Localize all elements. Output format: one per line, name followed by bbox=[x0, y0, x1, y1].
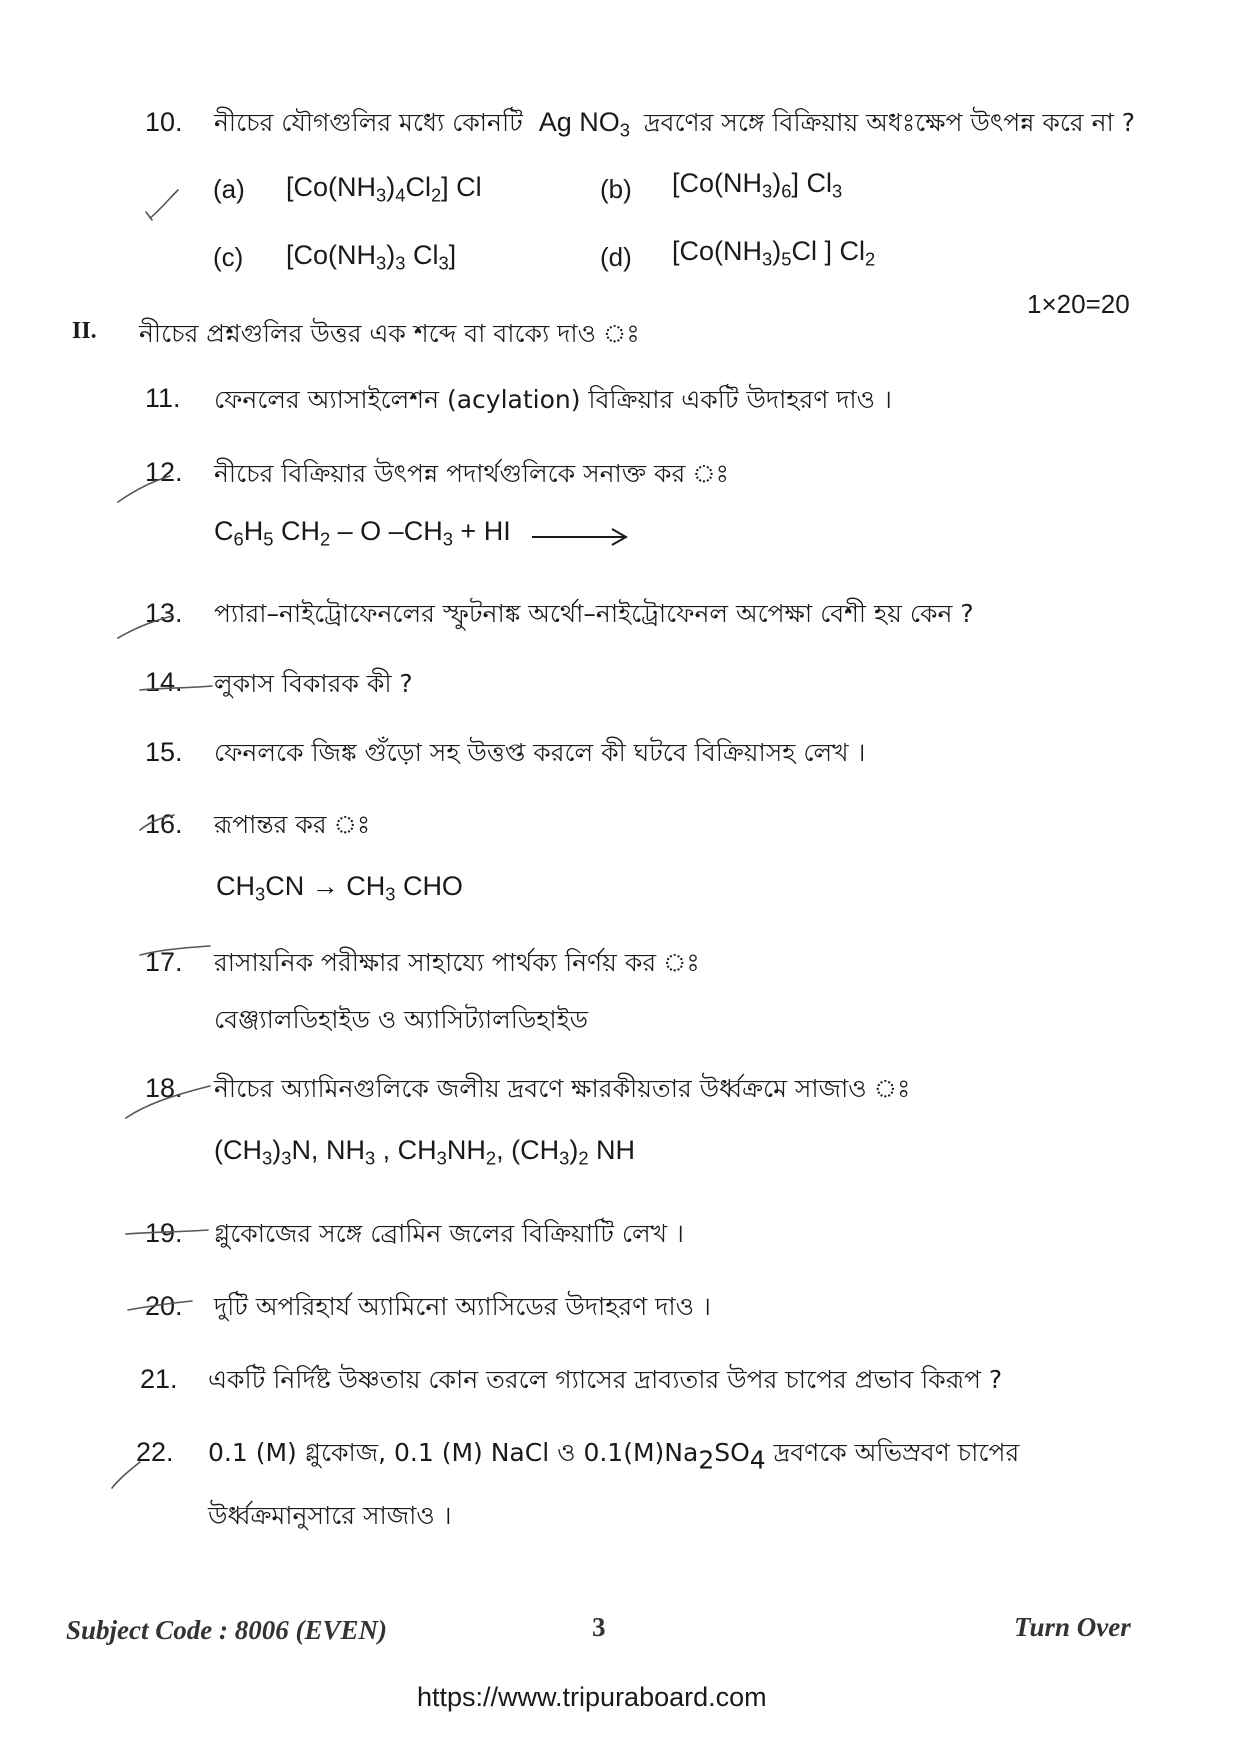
formula-sub: 2 bbox=[864, 248, 876, 270]
eq-sub: 3 bbox=[385, 883, 396, 905]
formula-sub: 5 bbox=[781, 248, 792, 270]
eq-part: N, NH bbox=[291, 1135, 365, 1165]
eq-part: + HI bbox=[452, 516, 511, 546]
source-url[interactable]: https://www.tripuraboard.com bbox=[417, 1682, 767, 1712]
formula-part: ) bbox=[772, 236, 782, 266]
eq-part: H bbox=[243, 516, 264, 546]
eq-sub: 3 bbox=[559, 1147, 570, 1169]
formula-part: Cl bbox=[405, 240, 439, 270]
formula-part: [Co(NH bbox=[672, 168, 763, 198]
pencil-tick-icon bbox=[140, 946, 210, 955]
question-number: 11. bbox=[145, 383, 181, 413]
eq-sub: 3 bbox=[262, 1147, 273, 1169]
eq-part: CH bbox=[273, 516, 320, 546]
eq-part: (CH bbox=[214, 1135, 262, 1165]
eq-part: ) bbox=[272, 1135, 282, 1165]
section-number: II. bbox=[72, 318, 97, 344]
question-text: লুকাস বিকারক কী ? bbox=[214, 669, 413, 698]
question-text: নীচের বিক্রিয়ার উৎপন্ন পদার্থগুলিকে সনাক্ত কর ঃ bbox=[214, 459, 729, 488]
eq-sub: 4 bbox=[749, 1445, 766, 1475]
eq-sub: 6 bbox=[233, 528, 244, 550]
question-number: 20. bbox=[145, 1291, 183, 1321]
formula-sub: 3 bbox=[395, 252, 406, 274]
eq-sub: 2 bbox=[485, 1147, 497, 1169]
eq-part: CH bbox=[216, 871, 255, 901]
option-label: (c) bbox=[213, 242, 244, 272]
formula-sub: 3 bbox=[438, 252, 449, 274]
question-number: 17. bbox=[145, 947, 183, 977]
formula-part: ) bbox=[386, 240, 396, 270]
eq-part: , CH bbox=[375, 1135, 437, 1165]
formula-part: Cl ] Cl bbox=[791, 236, 865, 266]
question-text: দুটি অপরিহার্য অ্যামিনো অ্যাসিডের উদাহরণ দাও । bbox=[214, 1292, 711, 1321]
question-text: নীচের যৌগগুলির মধ্যে কোনটি bbox=[214, 108, 523, 137]
turn-over-label: Turn Over bbox=[1014, 1612, 1131, 1642]
pencil-tick-icon bbox=[128, 1301, 192, 1310]
eq-sub: 3 bbox=[281, 1147, 292, 1169]
question-text: SO bbox=[714, 1438, 750, 1467]
question-number: 16. bbox=[145, 809, 183, 839]
question-number: 22. bbox=[136, 1437, 174, 1467]
eq-sub: 3 bbox=[436, 1147, 447, 1169]
pencil-tick-icon bbox=[126, 1086, 210, 1118]
eq-part: , (CH bbox=[496, 1135, 560, 1165]
question-number: 18. bbox=[145, 1073, 183, 1103]
section-marks: 1×20=20 bbox=[1027, 289, 1130, 319]
question-text: 0.1 (M) গ্লুকোজ, 0.1 (M) NaCl ও 0.1(M)Na bbox=[208, 1438, 699, 1467]
question-text: রূপান্তর কর ঃ bbox=[214, 810, 371, 839]
option-label: (a) bbox=[213, 174, 245, 204]
pencil-tick-icon bbox=[112, 1462, 140, 1488]
eq-sub: 5 bbox=[263, 528, 274, 550]
question-text: দ্রবণকে অভিস্রবণ চাপের bbox=[765, 1438, 1020, 1467]
eq-part: NH bbox=[446, 1135, 486, 1165]
question-text: নীচের অ্যামিনগুলিকে জলীয় দ্রবণে ক্ষারকীয়তার উর্ধ্বক্রমে সাজাও ঃ bbox=[214, 1074, 911, 1103]
reagent-subscript: 3 bbox=[619, 119, 630, 141]
formula-sub: 4 bbox=[395, 184, 406, 206]
formula-part: [Co(NH bbox=[286, 240, 377, 270]
subject-code: Subject Code : 8006 (EVEN) bbox=[66, 1615, 387, 1645]
formula-part: ) bbox=[772, 168, 782, 198]
question-text: একটি নির্দিষ্ট উষ্ণতায় কোন তরলে গ্যাসের দ্রাব্যতার উপর চাপের প্রভাব কিরূপ ? bbox=[208, 1365, 1003, 1394]
formula-sub: 3 bbox=[762, 248, 773, 270]
question-number: 19. bbox=[145, 1218, 183, 1248]
checkmark-icon bbox=[150, 190, 178, 218]
question-text-continued: দ্রবণের সঙ্গে বিক্রিয়ায় অধঃক্ষেপ উৎপন্ন করে না ? bbox=[643, 108, 1136, 137]
question-number: 14. bbox=[145, 667, 183, 697]
formula-sub: 3 bbox=[376, 184, 387, 206]
eq-part: C bbox=[214, 516, 234, 546]
question-number: 12. bbox=[145, 457, 183, 487]
eq-part: CHO bbox=[395, 871, 463, 901]
formula-sub: 3 bbox=[376, 252, 387, 274]
eq-part: CN → CH bbox=[265, 871, 386, 901]
question-text: গ্লুকোজের সঙ্গে ব্রোমিন জলের বিক্রিয়াটি লেখ । bbox=[214, 1219, 684, 1248]
eq-sub: 3 bbox=[364, 1147, 376, 1169]
pencil-tick-icon bbox=[118, 476, 170, 502]
eq-part: NH bbox=[588, 1135, 636, 1165]
pencil-tick-icon bbox=[140, 815, 174, 830]
question-number: 10. bbox=[145, 107, 183, 137]
eq-sub: 3 bbox=[255, 883, 266, 905]
question-text-line2: বেঞ্জ্যালডিহাইড ও অ্যাসিট্যালডিহাইড bbox=[214, 1005, 589, 1034]
eq-sub: 2 bbox=[319, 528, 331, 550]
page-number: 3 bbox=[592, 1612, 606, 1642]
question-text: ফেনলকে জিঙ্ক গুঁড়ো সহ উত্তপ্ত করলে কী ঘটবে বিক্রিয়াসহ লেখ । bbox=[214, 738, 866, 767]
formula-part: ] bbox=[448, 240, 457, 270]
eq-part: ) bbox=[569, 1135, 579, 1165]
section-heading: নীচের প্রশ্নগুলির উত্তর এক শব্দে বা বাক্যে দাও ঃ bbox=[139, 319, 640, 348]
formula-part: [Co(NH bbox=[286, 172, 377, 202]
question-text: ফেনলের অ্যাসাইলেশন (acylation) বিক্রিয়ার একটি উদাহরণ দাও । bbox=[214, 385, 892, 414]
question-number: 13. bbox=[145, 598, 183, 628]
pencil-underline-icon bbox=[126, 1230, 208, 1234]
eq-sub: 2 bbox=[578, 1147, 589, 1169]
pencil-tick-icon bbox=[118, 616, 172, 638]
formula-sub: 3 bbox=[831, 180, 843, 202]
formula-part: [Co(NH bbox=[672, 236, 763, 266]
pencil-underline-icon bbox=[140, 686, 212, 690]
formula-part: ) bbox=[386, 172, 396, 202]
eq-sub: 2 bbox=[698, 1445, 715, 1475]
option-label: (b) bbox=[600, 174, 632, 204]
eq-sub: 3 bbox=[442, 528, 453, 550]
formula-part: ] Cl bbox=[791, 168, 832, 198]
formula-part: ] Cl bbox=[441, 172, 482, 202]
question-text: প্যারা–নাইট্রোফেনলের স্ফুটনাঙ্ক অর্থো–নাইট্রোফেনল অপেক্ষা বেশী হয় কেন ? bbox=[214, 599, 974, 628]
formula-sub: 3 bbox=[762, 180, 773, 202]
option-label: (d) bbox=[600, 242, 632, 272]
reagent-base: Ag NO bbox=[538, 107, 620, 137]
formula-sub: 2 bbox=[430, 184, 442, 206]
formula-sub: 6 bbox=[781, 180, 792, 202]
eq-part: – O –CH bbox=[330, 516, 443, 546]
checkmark-icon bbox=[146, 212, 152, 220]
question-text: রাসায়নিক পরীক্ষার সাহায্যে পার্থক্য নির্ণয় কর ঃ bbox=[214, 948, 700, 977]
question-number: 21. bbox=[140, 1364, 178, 1394]
formula-part: Cl bbox=[405, 172, 431, 202]
question-number: 15. bbox=[145, 737, 183, 767]
question-text-line2: উর্ধ্বক্রমানুসারে সাজাও । bbox=[208, 1501, 452, 1530]
